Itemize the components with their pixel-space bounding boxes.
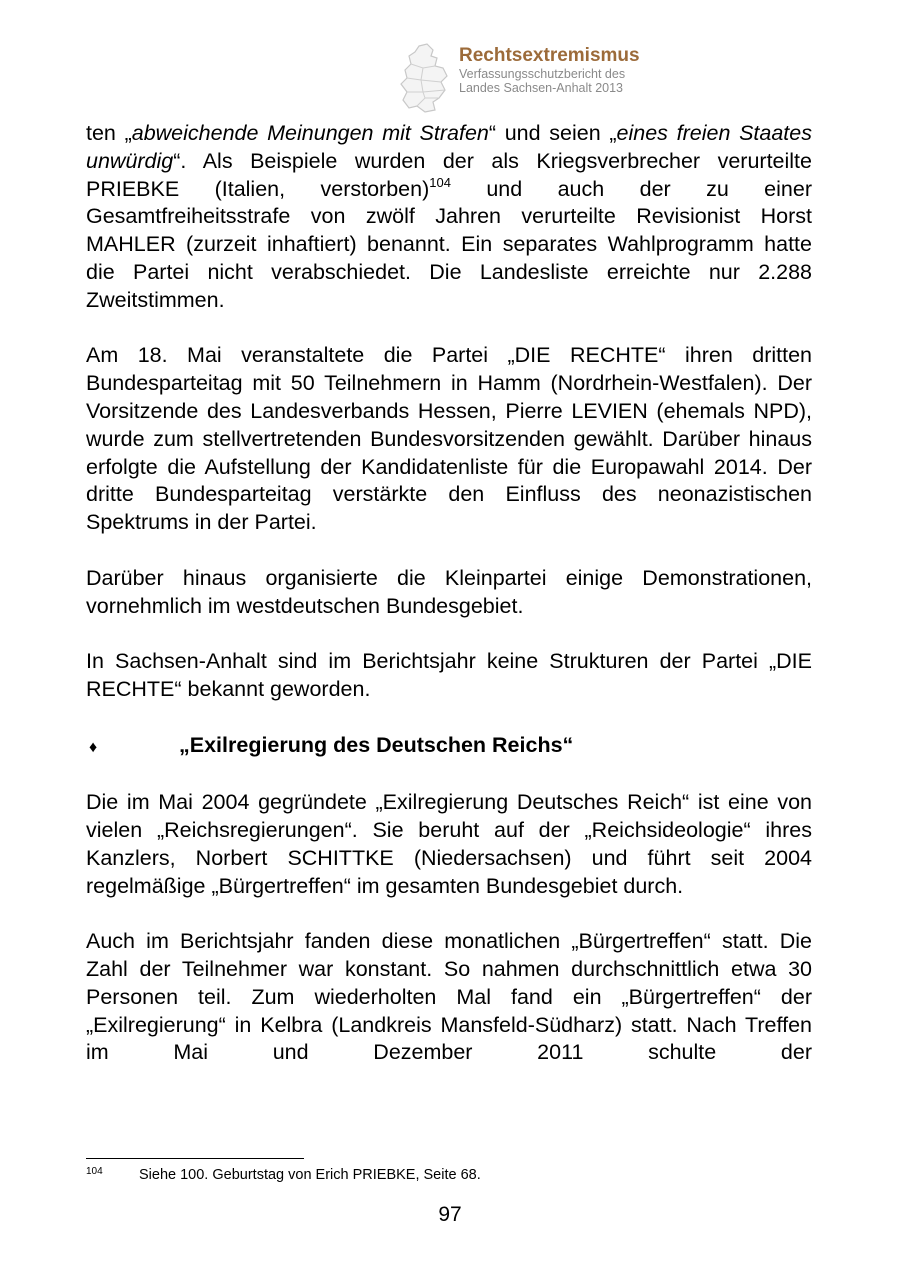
footnote-divider xyxy=(86,1158,304,1159)
p1-quote-2: eines freien Staates unwürdig xyxy=(86,121,812,173)
paragraph-6: Auch im Berichtsjahr fanden diese monatlichen „Bürgertreffen“ statt. Die Zahl der Teilnehmer war konstant. So nahmen durchschnittlich etwa 30 Personen teil. Zum wiederholten Mal fand ein „Bürgertreffen“ der „Exilregierung“ in Kelbra (Landkreis Mansfeld-Südharz) statt. Nach Treffen im Mai und Dezember 2011 schulte der xyxy=(86,929,812,1065)
footnote-reference[interactable]: 104 xyxy=(429,174,451,190)
page-header xyxy=(397,42,697,114)
header-subtitle-line2: Landes Sachsen-Anhalt 2013 xyxy=(459,81,624,95)
footnote-text: Siehe 100. Geburtstag von Erich PRIEBKE, Seite 68. xyxy=(139,1167,481,1183)
section-heading xyxy=(86,732,812,762)
p1-text-4: und auch der zu einer Gesamtfreiheitsstrafe von zwölf Jahren verurteilte Revisionist Horst MAHLER (zurzeit inhaftiert) benannt. Ein separates Wahlprogramm hatte die Partei nicht verabschiedet. Die Landesliste erreichte nur 2.288 Zweitstimmen. xyxy=(86,176,812,312)
saxony-anhalt-map-icon xyxy=(397,42,455,114)
p1-text-1: ten „ xyxy=(86,121,132,145)
footnote-number: 104 xyxy=(86,1166,103,1177)
paragraph-1 xyxy=(86,120,812,315)
header-subtitle-line1: Verfassungsschutzbericht des xyxy=(459,67,626,81)
header-title: Rechtsextremismus xyxy=(459,45,640,66)
body-text xyxy=(86,120,812,1095)
p1-quote-1: abweichende Meinungen mit Strafen xyxy=(131,121,489,145)
p1-text-3: “. Als Beispiele wurden der als Kriegsverbrecher verurteilte PRIEBKE (Italien, verstorben) xyxy=(86,148,812,201)
p1-text-2: “ und seien „ xyxy=(488,121,617,145)
diamond-bullet-icon: ♦ xyxy=(89,738,98,756)
page-number: 97 xyxy=(438,1203,462,1226)
section-heading-text: „Exilregierung des Deutschen Reichs“ xyxy=(179,732,574,757)
paragraph-4: In Sachsen-Anhalt sind im Berichtsjahr keine Strukturen der Partei „DIE RECHTE“ bekannt geworden. xyxy=(86,649,812,701)
paragraph-2: Am 18. Mai veranstaltete die Partei „DIE RECHTE“ ihren dritten Bundesparteitag mit 50 Teilnehmern in Hamm (Nordrhein-Westfalen). Der Vorsitzende des Landesverbands Hessen, Pierre LEVIEN (ehemals NPD), wurde zum stellvertretenden Bundesvorsitzenden gewählt. Darüber hinaus erfolgte die Aufstellung der Kandidatenliste für die Europawahl 2014. Der dritte Bundesparteitag verstärkte den Einfluss des neonazistischen Spektrums in der Partei. xyxy=(86,343,812,535)
paragraph-3: Darüber hinaus organisierte die Kleinpartei einige Demonstrationen, vornehmlich im westdeutschen Bundesgebiet. xyxy=(86,565,812,618)
paragraph-5: Die im Mai 2004 gegründete „Exilregierung Deutsches Reich“ ist eine von vielen „Reichsregierungen“. Sie beruht auf der „Reichsideologie“ ihres Kanzlers, Norbert SCHITTKE (Niedersachsen) und führt seit 2004 regelmäßige „Bürgertreffen“ im gesamten Bundesgebiet durch. xyxy=(86,790,812,898)
